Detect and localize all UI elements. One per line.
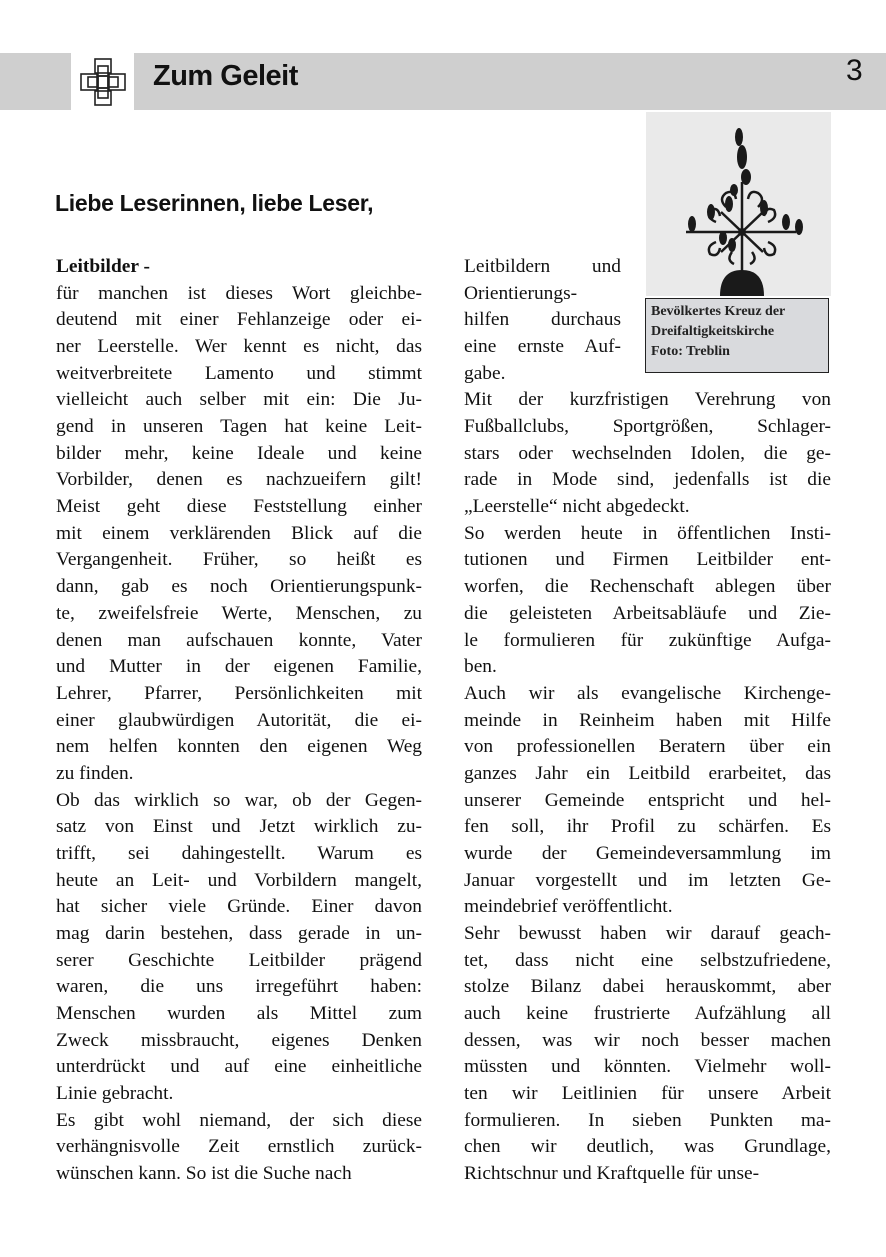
text-line: Linie gebracht. xyxy=(56,1083,174,1105)
text-line: Leitbildern und xyxy=(464,256,621,277)
text-line: Sehr bewusst haben wir darauf geach- xyxy=(464,923,831,944)
section-title: Zum Geleit xyxy=(153,60,298,92)
text-line: Meist geht diese Feststellung einher xyxy=(56,496,422,518)
text-line: gabe. xyxy=(464,362,506,384)
text-line: satz von Einst und Jetzt wirklich zu- xyxy=(56,816,422,838)
text-line: tutionen und Firmen Leitbilder ent- xyxy=(464,549,831,571)
text-line: fen soll, ihr Profil zu schärfen. Es xyxy=(464,816,831,838)
text-line: zu finden. xyxy=(56,762,134,784)
caption-line: Bevölkertes Kreuz der xyxy=(651,304,786,319)
text-line: Ob das wirklich so war, ob der Gegen- xyxy=(56,789,422,811)
text-line: verhängnisvolle Zeit ernstlich zurück- xyxy=(56,1136,422,1158)
text-line: Vorbilder, denen es nachzueifern gilt! xyxy=(56,469,422,491)
page-number: 3 xyxy=(846,54,863,87)
text-line: le formulieren für zukünftige Aufga- xyxy=(464,629,831,651)
text-line: Mit der kurzfristigen Verehrung von xyxy=(464,389,831,411)
text-line: Vergangenheit. Früher, so heißt es xyxy=(56,549,422,571)
text-line: mit einem verklärenden Blick auf die xyxy=(56,522,422,544)
text-line: formulieren. In sieben Punkten ma- xyxy=(464,1109,831,1131)
text-line: „Leerstelle“ nicht abgedeckt. xyxy=(464,496,690,518)
cross-photo xyxy=(646,112,831,296)
text-line: einer glaubwürdigen Autorität, die ei- xyxy=(56,709,422,731)
text-line: Zweck missbraucht, eigenes Denken xyxy=(56,1029,422,1051)
text-line: te, zweifelsfreie Werte, Menschen, zu xyxy=(56,602,422,624)
text-line: mag darin bestehen, dass gerade in un- xyxy=(56,923,422,944)
cross-logo-icon xyxy=(79,57,127,107)
church-logo xyxy=(71,53,134,110)
text-line: Lehrer, Pfarrer, Persönlichkeiten mit xyxy=(56,682,422,704)
text-line: nem helfen konnten den eigenen Weg xyxy=(56,736,422,758)
text-line: gend in unseren Tagen hat keine Leit- xyxy=(56,416,422,438)
text-line: weitverbreitete Lamento und stimmt xyxy=(56,362,422,384)
caption-line: Foto: Treblin xyxy=(651,344,730,359)
text-line: dann, gab es noch Orientierungspunk- xyxy=(56,576,422,598)
text-line: meinde in Reinheim haben mit Hilfe xyxy=(464,709,831,731)
caption-line: Dreifaltigkeitskirche xyxy=(651,324,775,339)
text-line: hilfen durchaus xyxy=(464,309,621,331)
text-line: meindebrief veröffentlicht. xyxy=(464,896,673,918)
text-line: deutend mit einer Fehlanzeige oder ei- xyxy=(56,309,422,331)
text-line: Orientierungs- xyxy=(464,282,578,304)
text-line: stars oder wechselnden Idolen, die ge- xyxy=(464,442,831,464)
text-line: ben. xyxy=(464,656,497,678)
text-line: chen wir deutlich, was Grundlage, xyxy=(464,1136,831,1158)
text-line: trifft, sei dahingestellt. Warum es xyxy=(56,842,422,864)
text-line: ganzes Jahr ein Leitbild erarbeitet, das xyxy=(464,762,831,784)
text-line: So werden heute in öffentlichen Insti- xyxy=(464,522,831,544)
text-line: Auch wir als evangelische Kirchenge- xyxy=(464,682,831,704)
text-line: stolze Bilanz dabei herauskommt, aber xyxy=(464,976,831,998)
text-line: vielleicht auch selber mit ein: Die Ju- xyxy=(56,389,422,411)
text-line: unterdrückt und auf eine einheitliche xyxy=(56,1056,422,1078)
text-line: hat sicher viele Gründe. Einer davon xyxy=(56,896,422,918)
weathercock-cross-image xyxy=(646,112,831,296)
text-line: müssten und könnten. Vielmehr woll- xyxy=(464,1056,831,1078)
text-line: Leitbilder - xyxy=(56,256,150,277)
text-line: Richtschnur und Kraftquelle für unse- xyxy=(464,1163,760,1185)
text-line: heute an Leit- und Vorbildern mangelt, xyxy=(56,869,422,891)
text-line: serer Geschichte Leitbilder prägend xyxy=(56,949,422,971)
text-line: eine ernste Auf- xyxy=(464,336,621,358)
text-line: denen man aufschauen konnte, Vater xyxy=(56,629,422,651)
text-line: wurde der Gemeindeversammlung im xyxy=(464,842,831,864)
text-line: Januar vorgestellt und im letzten Ge- xyxy=(464,869,831,891)
text-line: auch keine frustrierte Aufzählung all xyxy=(464,1003,831,1025)
text-line: ten wir Leitlinien für unsere Arbeit xyxy=(464,1083,831,1105)
text-line: worfen, die Rechenschaft ablegen über xyxy=(464,576,831,598)
text-line: wünschen kann. So ist die Suche nach xyxy=(56,1163,352,1185)
text-line: bilder mehr, keine Ideale und keine xyxy=(56,442,422,464)
text-line: tet, dass nicht eine selbstzufriedene, xyxy=(464,949,831,971)
text-line: unserer Gemeinde entspricht und hel- xyxy=(464,789,831,811)
text-line: waren, die uns irregeführt haben: xyxy=(56,976,422,998)
text-line: von professionellen Beratern über ein xyxy=(464,736,831,758)
text-line: rade in Mode sind, jedenfalls ist die xyxy=(464,469,831,491)
text-line: Menschen wurden als Mittel zum xyxy=(56,1003,422,1025)
text-line: ner Leerstelle. Wer kennt es nicht, das xyxy=(56,336,422,358)
article-greeting: Liebe Leserinnen, liebe Leser, xyxy=(55,190,374,216)
text-line: Fußballclubs, Sportgrößen, Schlager- xyxy=(464,416,831,438)
text-line: Es gibt wohl niemand, der sich diese xyxy=(56,1109,422,1131)
text-line: dessen, was wir noch besser machen xyxy=(464,1029,831,1051)
text-line: und Mutter in der eigenen Familie, xyxy=(56,656,422,678)
text-line: für manchen ist dieses Wort gleichbe- xyxy=(56,282,422,304)
text-line: die geleisteten Arbeitsabläufe und Zie- xyxy=(464,602,831,624)
